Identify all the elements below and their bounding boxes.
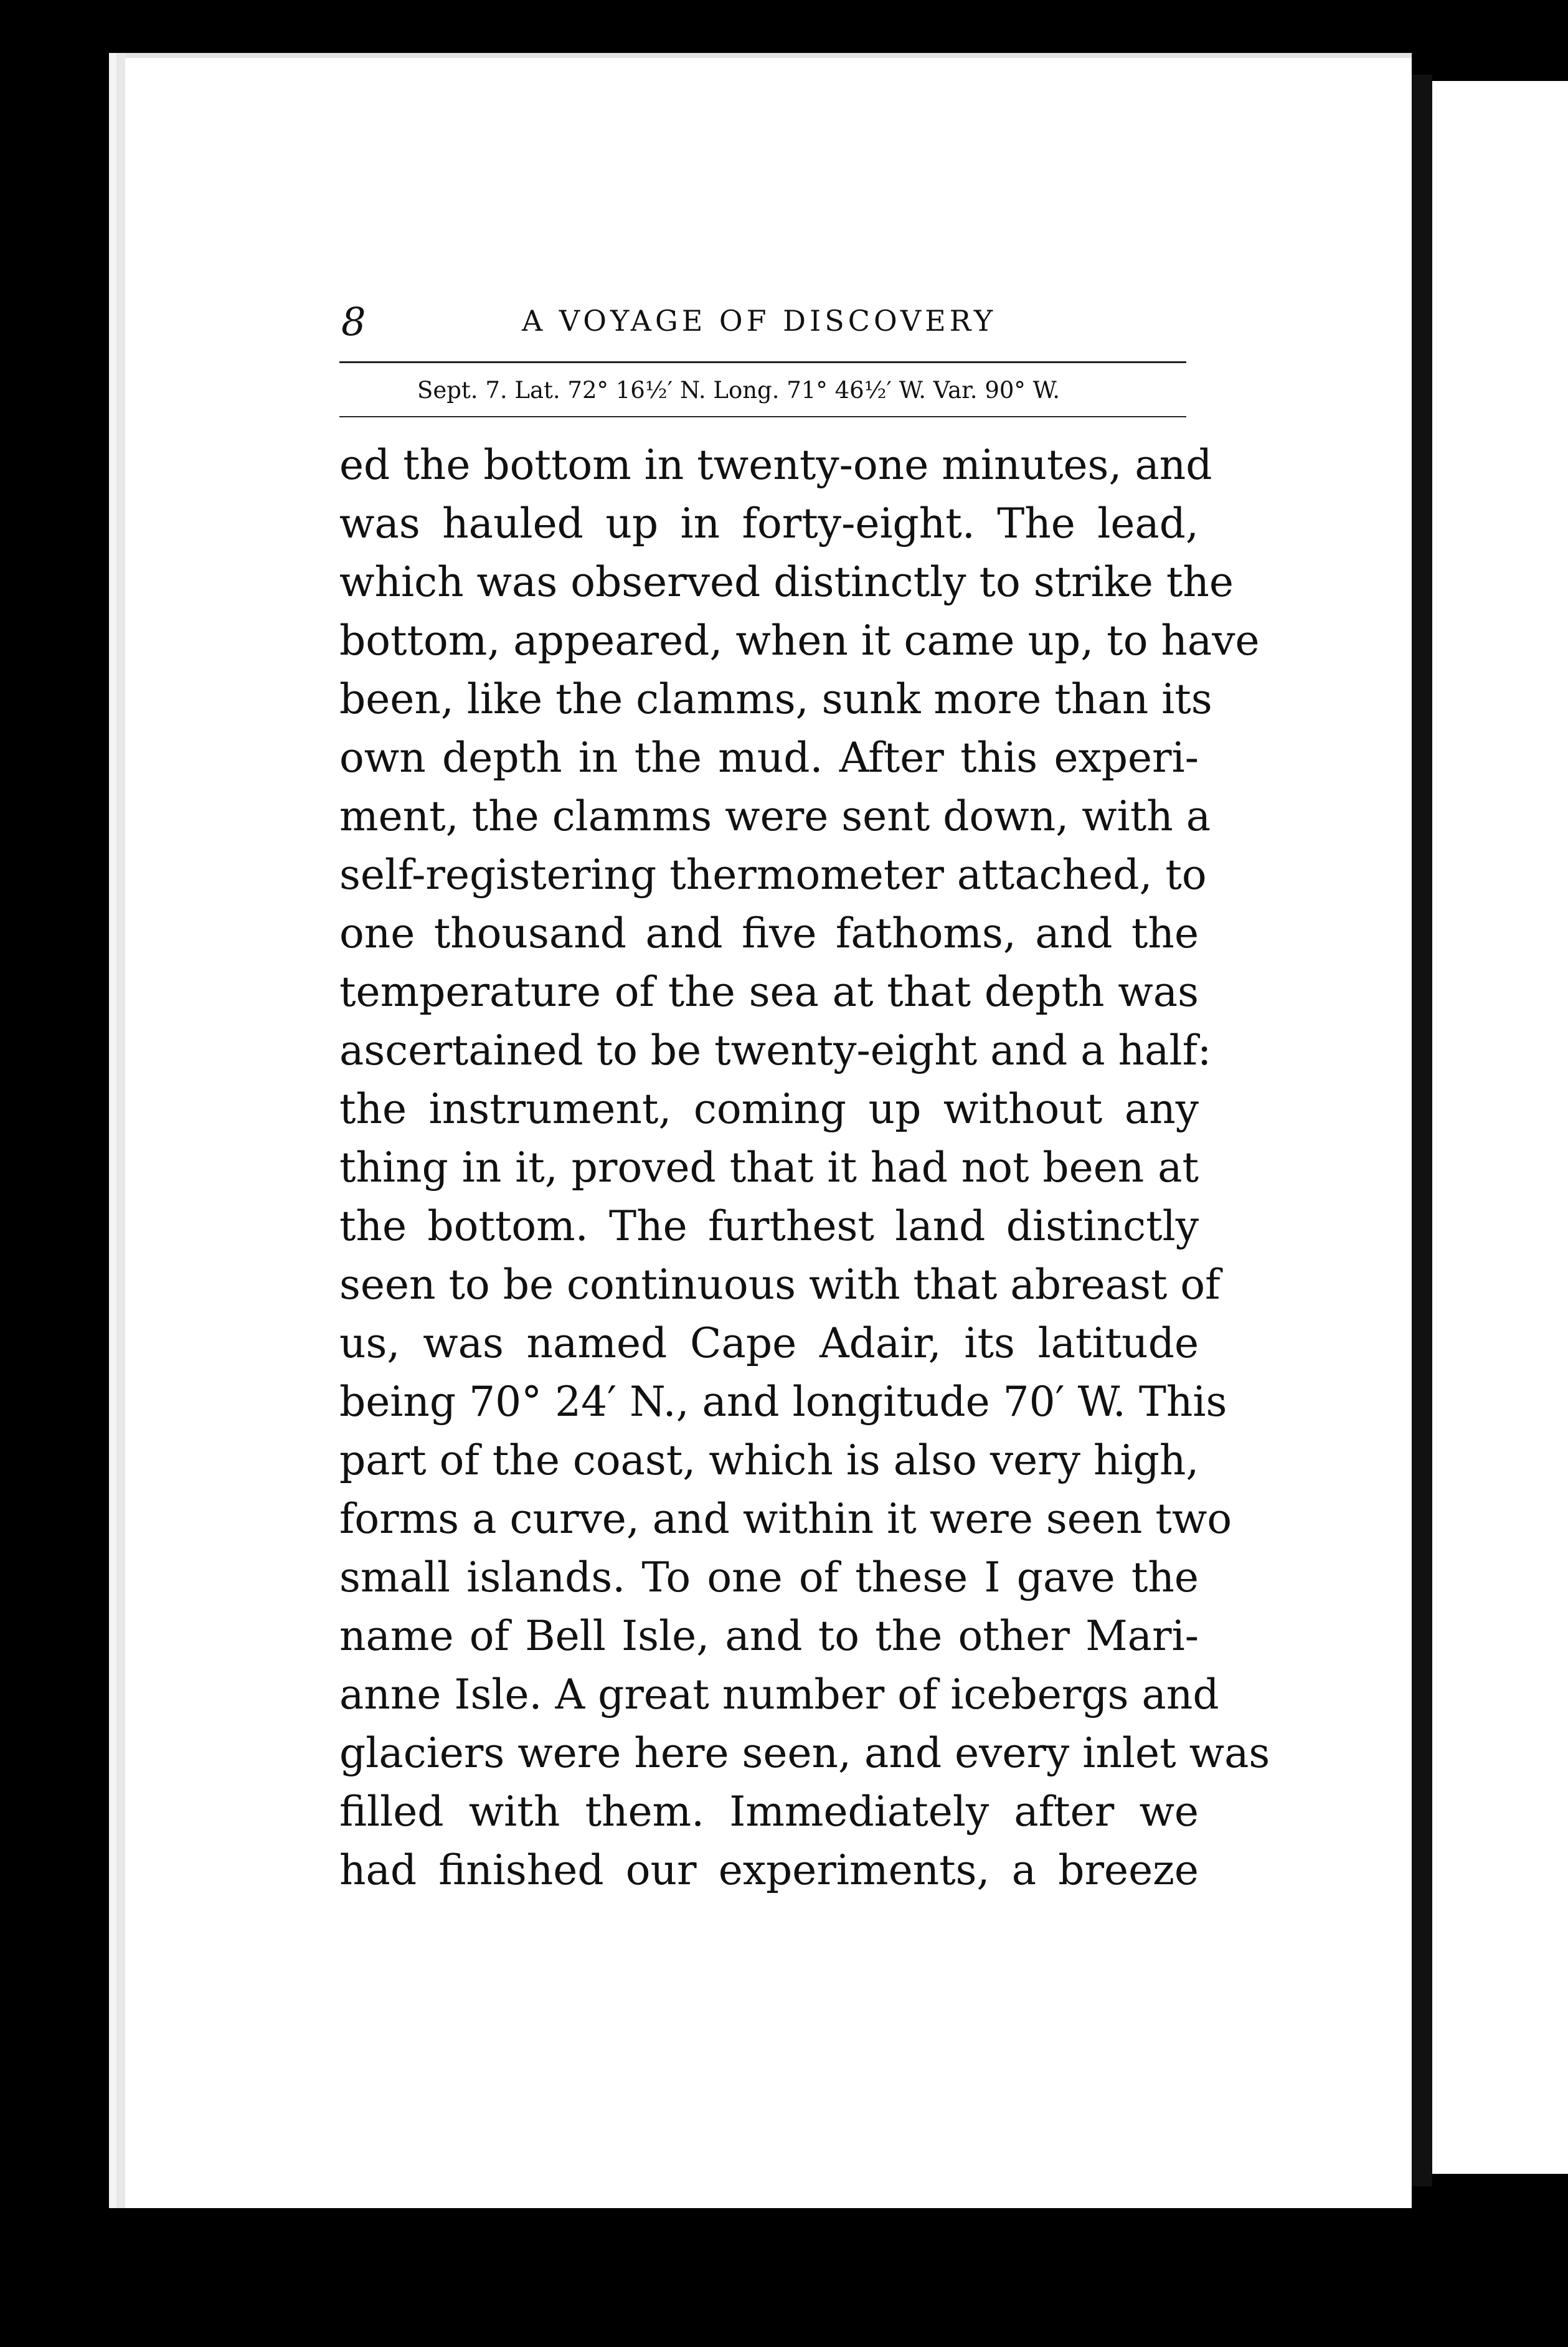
note-rule [339, 416, 1186, 417]
text-line: bottom, appeared, when it came up, to have [339, 617, 1260, 665]
page-number: 8 [341, 299, 366, 344]
text-line: being 70° 24′ N., and longitude 70′ W. This [339, 1378, 1227, 1426]
text-line: thing in it, proved that it had not been at [339, 1144, 1199, 1192]
running-title: A VOYAGE OF DISCOVERY [522, 304, 997, 338]
text-line: been, like the clamms, sunk more than its [339, 675, 1212, 723]
text-line: temperature of the sea at that depth was [339, 968, 1199, 1016]
position-note: Sept. 7. Lat. 72° 16½′ N. Long. 71° 46½′ W. Var. 90° W. [417, 377, 1060, 404]
text-line: small islands. To one of these I gave the [339, 1553, 1199, 1601]
text-line: ascertained to be twenty-eight and a half: [339, 1027, 1212, 1074]
text-line: ment, the clamms were sent down, with a [339, 792, 1211, 840]
page-header [341, 299, 1201, 343]
text-line: which was observed distinctly to strike the [339, 558, 1234, 606]
text-line: had finished our experiments, a breeze [339, 1846, 1199, 1894]
header-rule [339, 361, 1186, 363]
book-edge [109, 53, 116, 2208]
text-line: ed the bottom in twenty-one minutes, and [339, 441, 1212, 489]
text-line: name of Bell Isle, and to the other Mari- [339, 1612, 1199, 1660]
text-line: own depth in the mud. After this experi- [339, 734, 1199, 782]
text-line: the instrument, coming up without any [339, 1085, 1199, 1133]
text-line: was hauled up in forty-eight. The lead, [339, 500, 1199, 548]
text-line: self-registering thermometer attached, to [339, 851, 1207, 899]
text-line: part of the coast, which is also very high, [339, 1436, 1199, 1484]
book-gutter [1412, 75, 1432, 2186]
text-line: one thousand and five fathoms, and the [339, 909, 1199, 957]
facing-page-edge [1432, 81, 1568, 2174]
text-line: glaciers were here seen, and every inlet was [339, 1729, 1270, 1777]
text-line: forms a curve, and within it were seen two [339, 1495, 1232, 1543]
text-line: anne Isle. A great number of icebergs and [339, 1671, 1219, 1719]
text-line: seen to be continuous with that abreast of [339, 1261, 1221, 1309]
text-line: the bottom. The furthest land distinctly [339, 1202, 1199, 1250]
text-line: filled with them. Immediately after we [339, 1788, 1199, 1836]
text-line: us, was named Cape Adair, its latitude [339, 1319, 1199, 1367]
body-text [339, 436, 1270, 1900]
